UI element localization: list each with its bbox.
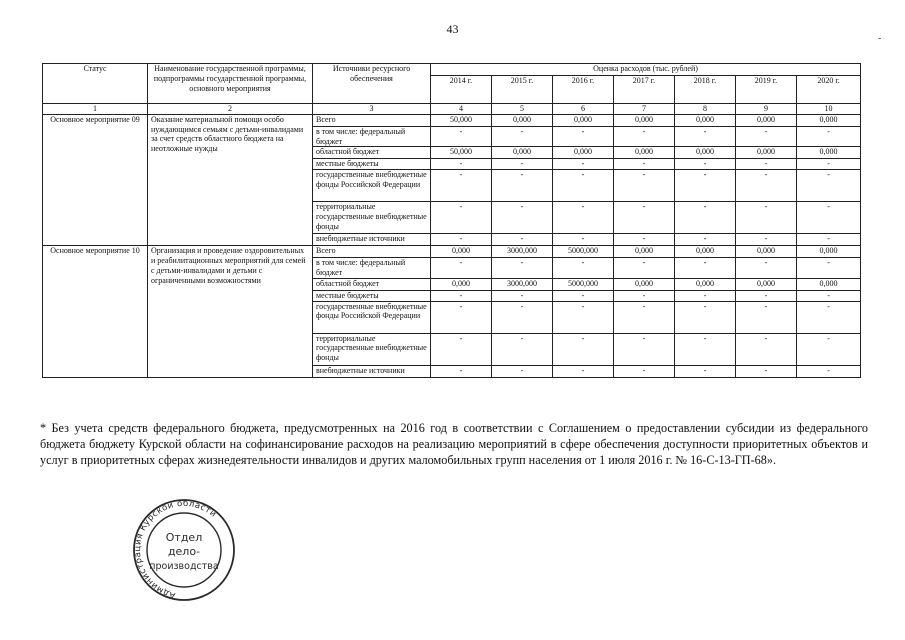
amount-cell: 0,000 <box>492 147 553 159</box>
year-header: 2017 г. <box>614 76 675 104</box>
amount-cell: 5000,000 <box>553 278 614 290</box>
amount-cell: 0,000 <box>492 114 553 126</box>
amount-cell: 0,000 <box>736 147 797 159</box>
table-row <box>43 246 861 258</box>
amount-cell: - <box>614 126 675 147</box>
amount-cell: 0,000 <box>614 278 675 290</box>
amount-cell: - <box>553 258 614 279</box>
amount-cell: - <box>797 258 861 279</box>
amount-cell: - <box>797 126 861 147</box>
amount-cell: - <box>736 258 797 279</box>
amount-cell: - <box>736 234 797 246</box>
header-sources: Источники ресурсного обеспечения <box>313 64 431 104</box>
column-number: 10 <box>797 104 861 115</box>
amount-cell: - <box>553 333 614 365</box>
funding-source: местные бюджеты <box>313 159 431 170</box>
amount-cell: - <box>675 234 736 246</box>
year-header: 2016 г. <box>553 76 614 104</box>
amount-cell: - <box>431 301 492 333</box>
funding-source: территориальные государственные внебюджетные фонды <box>313 202 431 234</box>
amount-cell: - <box>492 333 553 365</box>
amount-cell: - <box>431 258 492 279</box>
amount-cell: - <box>492 159 553 170</box>
measure-name: Оказание материальной помощи особо нуждающимся семьям с детьми-инвалидами за счет средств областного бюджета на неотложные нужды <box>148 114 313 245</box>
amount-cell: 0,000 <box>614 114 675 126</box>
amount-cell: - <box>736 170 797 202</box>
amount-cell: - <box>553 126 614 147</box>
amount-cell: 0,000 <box>431 278 492 290</box>
amount-cell: 0,000 <box>614 246 675 258</box>
column-number: 3 <box>313 104 431 115</box>
amount-cell: 0,000 <box>736 246 797 258</box>
amount-cell: - <box>553 234 614 246</box>
amount-cell: 3000,000 <box>492 246 553 258</box>
amount-cell: - <box>492 365 553 377</box>
year-header: 2015 г. <box>492 76 553 104</box>
amount-cell: 0,000 <box>553 147 614 159</box>
amount-cell: - <box>492 234 553 246</box>
table-row <box>43 114 861 126</box>
amount-cell: - <box>492 126 553 147</box>
amount-cell: 50,000 <box>431 147 492 159</box>
column-number: 7 <box>614 104 675 115</box>
amount-cell: - <box>431 234 492 246</box>
amount-cell: 50,000 <box>431 114 492 126</box>
amount-cell: - <box>675 126 736 147</box>
header-estimate: Оценка расходов (тыс. рублей) <box>431 64 861 76</box>
amount-cell: 0,000 <box>614 147 675 159</box>
amount-cell: 0,000 <box>431 246 492 258</box>
amount-cell: 0,000 <box>736 114 797 126</box>
amount-cell: 5000,000 <box>553 246 614 258</box>
office-stamp <box>118 492 250 604</box>
measure-status: Основное мероприятие 10 <box>43 246 148 377</box>
measure-name: Организация и проведение оздоровительных и реабилитационных мероприятий для семей с детьми-инвалидами и детьми с ограниченными возможностями <box>148 246 313 377</box>
column-number: 5 <box>492 104 553 115</box>
measure-status: Основное мероприятие 09 <box>43 114 148 245</box>
column-number: 1 <box>43 104 148 115</box>
funding-source: областной бюджет <box>313 147 431 159</box>
stamp-line-2: дело- <box>167 545 201 558</box>
amount-cell: - <box>736 202 797 234</box>
amount-cell: 0,000 <box>797 147 861 159</box>
funding-source: в том числе: федеральный бюджет <box>313 126 431 147</box>
amount-cell: 0,000 <box>797 278 861 290</box>
amount-cell: - <box>736 301 797 333</box>
funding-source: областной бюджет <box>313 278 431 290</box>
stamp-line-3: производства <box>149 561 219 572</box>
amount-cell: - <box>675 290 736 301</box>
amount-cell: - <box>736 333 797 365</box>
amount-cell: - <box>431 202 492 234</box>
funding-source: территориальные государственные внебюджетные фонды <box>313 333 431 365</box>
amount-cell: - <box>614 333 675 365</box>
amount-cell: 0,000 <box>675 246 736 258</box>
amount-cell: - <box>553 290 614 301</box>
column-number: 2 <box>148 104 313 115</box>
amount-cell: - <box>492 170 553 202</box>
amount-cell: - <box>614 170 675 202</box>
amount-cell: - <box>797 365 861 377</box>
amount-cell: - <box>492 290 553 301</box>
amount-cell: - <box>431 170 492 202</box>
amount-cell: 0,000 <box>797 114 861 126</box>
amount-cell: 3000,000 <box>492 278 553 290</box>
amount-cell: - <box>614 290 675 301</box>
amount-cell: - <box>431 290 492 301</box>
stamp-line-1: Отдел <box>165 531 203 544</box>
amount-cell: - <box>675 301 736 333</box>
funding-source: государственные внебюджетные фонды Российской Федерации <box>313 170 431 202</box>
amount-cell: - <box>614 365 675 377</box>
year-header: 2018 г. <box>675 76 736 104</box>
funding-source: в том числе: федеральный бюджет <box>313 258 431 279</box>
column-number: 6 <box>553 104 614 115</box>
amount-cell: - <box>675 365 736 377</box>
amount-cell: - <box>797 301 861 333</box>
footnote: * Без учета средств федерального бюджета, предусмотренных на 2016 год в соответствии с Соглашением о предоставлении субсидии из федерального бюджета бюджету Курской области на софинансирование расходов на реализацию мероприятий в сфере обеспечения доступности приоритетных объектов и услуг в приоритетных сферах жизнедеятельности инвалидов и других маломобильных групп населения от 1 июля 2016 г. № 16-С-13-ГП-68». <box>40 421 868 467</box>
column-number: 9 <box>736 104 797 115</box>
amount-cell: - <box>431 365 492 377</box>
amount-cell: - <box>675 202 736 234</box>
amount-cell: - <box>553 365 614 377</box>
header-name: Наименование государственной программы, подпрограммы государственной программы, основного мероприятия <box>148 64 313 104</box>
amount-cell: 0,000 <box>797 246 861 258</box>
funding-source: внебюджетные источники <box>313 234 431 246</box>
amount-cell: - <box>492 258 553 279</box>
corner-mark: - <box>878 33 882 44</box>
amount-cell: - <box>797 333 861 365</box>
amount-cell: - <box>614 234 675 246</box>
amount-cell: - <box>736 290 797 301</box>
amount-cell: - <box>797 159 861 170</box>
amount-cell: - <box>736 159 797 170</box>
amount-cell: - <box>736 365 797 377</box>
amount-cell: - <box>736 126 797 147</box>
amount-cell: 0,000 <box>553 114 614 126</box>
amount-cell: - <box>553 301 614 333</box>
amount-cell: - <box>492 202 553 234</box>
amount-cell: - <box>675 170 736 202</box>
page-number: 43 <box>446 22 459 36</box>
amount-cell: - <box>675 258 736 279</box>
funding-source: местные бюджеты <box>313 290 431 301</box>
amount-cell: 0,000 <box>675 114 736 126</box>
column-number: 8 <box>675 104 736 115</box>
amount-cell: - <box>614 301 675 333</box>
amount-cell: - <box>614 159 675 170</box>
stamp-ring-text: Администрация Курской области <box>132 498 219 601</box>
year-header: 2020 г. <box>797 76 861 104</box>
amount-cell: - <box>553 159 614 170</box>
amount-cell: - <box>431 333 492 365</box>
resource-table <box>42 63 861 378</box>
amount-cell: - <box>614 202 675 234</box>
amount-cell: 0,000 <box>675 278 736 290</box>
funding-source: Всего <box>313 246 431 258</box>
amount-cell: - <box>675 159 736 170</box>
amount-cell: - <box>614 258 675 279</box>
funding-source: государственные внебюджетные фонды Российской Федерации <box>313 301 431 333</box>
header-status: Статус <box>43 64 148 104</box>
funding-source: Всего <box>313 114 431 126</box>
amount-cell: - <box>675 333 736 365</box>
amount-cell: 0,000 <box>736 278 797 290</box>
amount-cell: 0,000 <box>675 147 736 159</box>
column-number: 4 <box>431 104 492 115</box>
amount-cell: - <box>431 159 492 170</box>
amount-cell: - <box>431 126 492 147</box>
amount-cell: - <box>797 290 861 301</box>
amount-cell: - <box>553 202 614 234</box>
amount-cell: - <box>797 170 861 202</box>
amount-cell: - <box>492 301 553 333</box>
amount-cell: - <box>553 170 614 202</box>
year-header: 2014 г. <box>431 76 492 104</box>
amount-cell: - <box>797 202 861 234</box>
funding-source: внебюджетные источники <box>313 365 431 377</box>
amount-cell: - <box>797 234 861 246</box>
year-header: 2019 г. <box>736 76 797 104</box>
